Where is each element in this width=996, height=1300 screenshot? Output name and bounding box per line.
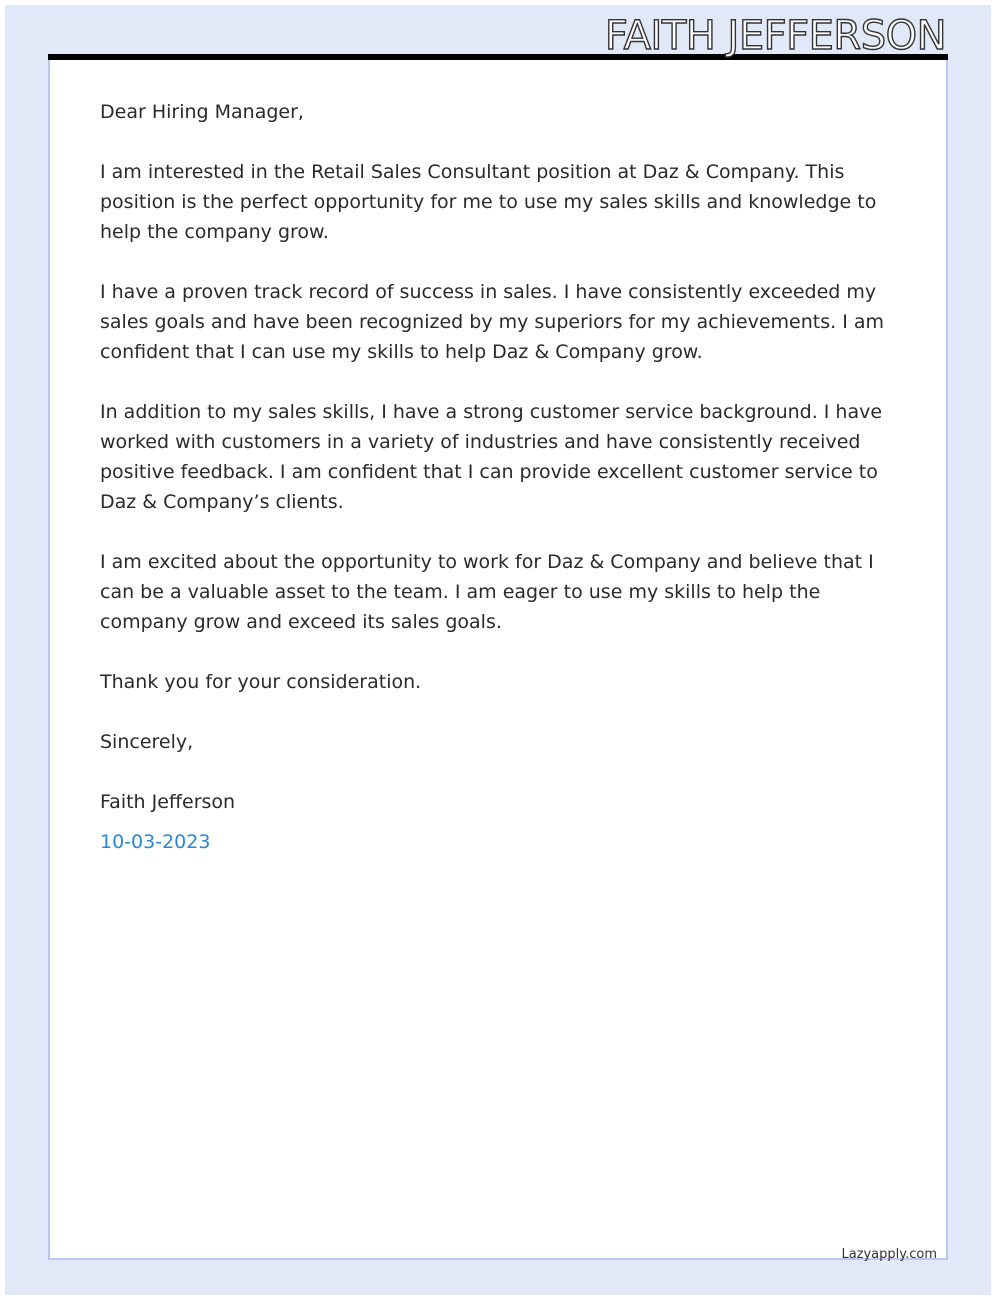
letter-body bbox=[100, 97, 900, 887]
closing: Sincerely, bbox=[100, 731, 194, 753]
footer-brand: Lazyapply.com bbox=[841, 1247, 937, 1262]
signature-name: Faith Jefferson bbox=[100, 791, 236, 813]
letter-date: 10-03-2023 bbox=[100, 831, 211, 853]
thanks-line: Thank you for your consideration. bbox=[100, 671, 422, 693]
paragraph-3: In addition to my sales skills, I have a strong customer service background. I have worked with customers in a variety of industries and have consistently received positive feedback. I am confident that I can provide excellent customer service to Daz & Company’s clients. bbox=[100, 401, 883, 513]
paragraph-2: I have a proven track record of success in sales. I have consistently exceeded my sales goals and have been recognized by my superiors for my achievements. I am confident that I can use my skills to help Daz & Company grow. bbox=[100, 281, 885, 363]
salutation: Dear Hiring Manager, bbox=[100, 101, 304, 123]
applicant-name-heading: FAITH JEFFERSON bbox=[604, 13, 946, 59]
paragraph-4: I am excited about the opportunity to work for Daz & Company and believe that I can be a valuable asset to the team. I am eager to use my skills to help the company grow and exceed its sales goals. bbox=[100, 551, 874, 633]
paragraph-1: I am interested in the Retail Sales Consultant position at Daz & Company. This position is the perfect opportunity for me to use my sales skills and knowledge to help the company grow. bbox=[100, 161, 877, 243]
